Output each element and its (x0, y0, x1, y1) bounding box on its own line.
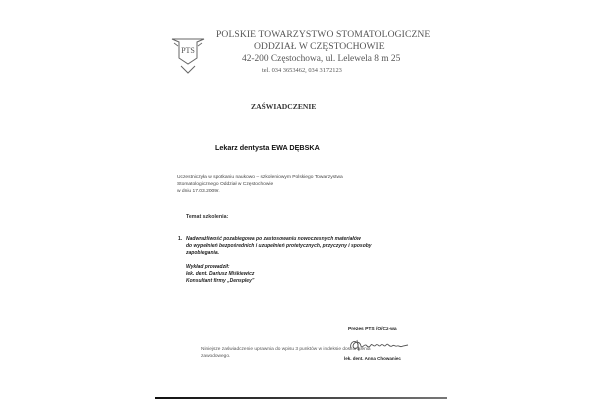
document-title: ZAŚWIADCZENIE (251, 102, 317, 111)
signatory-name: lek. dent. Anna Chowaniec (344, 356, 401, 361)
org-name: POLSKIE TOWARZYSTWO STOMATOLOGICZNE (216, 29, 431, 40)
phone-numbers: tel. 034 3653462, 034 3172123 (262, 67, 342, 74)
pts-logo-icon (170, 36, 206, 76)
address: 42-200 Częstochowa, ul. Lelewela 8 m 25 (242, 54, 401, 64)
lecturer-line: Wykład prowadził: (186, 264, 230, 270)
page-bottom-edge (155, 397, 447, 399)
topic-label: Temat szkolenia: (186, 214, 229, 220)
body-line: w dniu 17.03.2009r. (177, 189, 220, 194)
lecturer-line: lek. dent. Dariusz Miśkiewicz (186, 271, 255, 277)
logo-text: PTS (181, 46, 195, 55)
branch-name: ODDZIAŁ W CZĘSTOCHOWIE (254, 41, 385, 52)
footer-line: Niniejsze zaświadczenie uprawnia do wpisu 3 punktów w indeksie doskonalenia (201, 347, 371, 352)
body-line: Uczestniczyła w spotkaniu naukowo – szkoleniowym Polskiego Towarzystwa (177, 175, 343, 180)
recipient: Lekarz dentysta EWA DĘBSKA (215, 143, 320, 152)
topic-line: do wypełnień bezpośrednich i uzupełnień protetycznych, przyczyny i sposoby (186, 243, 372, 249)
topic-line: zapobiegania. (186, 250, 220, 256)
signature-title: Prezes PTS /O/Cz-wa (348, 327, 397, 332)
footer-line: zawodowego. (201, 354, 231, 359)
body-paragraph (177, 174, 343, 195)
topic-text (186, 236, 372, 257)
topic-line: Nadwrażliwość pozabiegowa po zastosowaniu nowoczesnych materiałów (186, 236, 361, 242)
body-line: Stomatologicznego Oddział w Częstochowie (177, 182, 274, 187)
footer-note (201, 346, 371, 360)
topic-number: 1. (178, 236, 183, 242)
lecturer-block (186, 264, 254, 285)
lecturer-line: Konsultant firmy „Denspley” (186, 278, 255, 284)
